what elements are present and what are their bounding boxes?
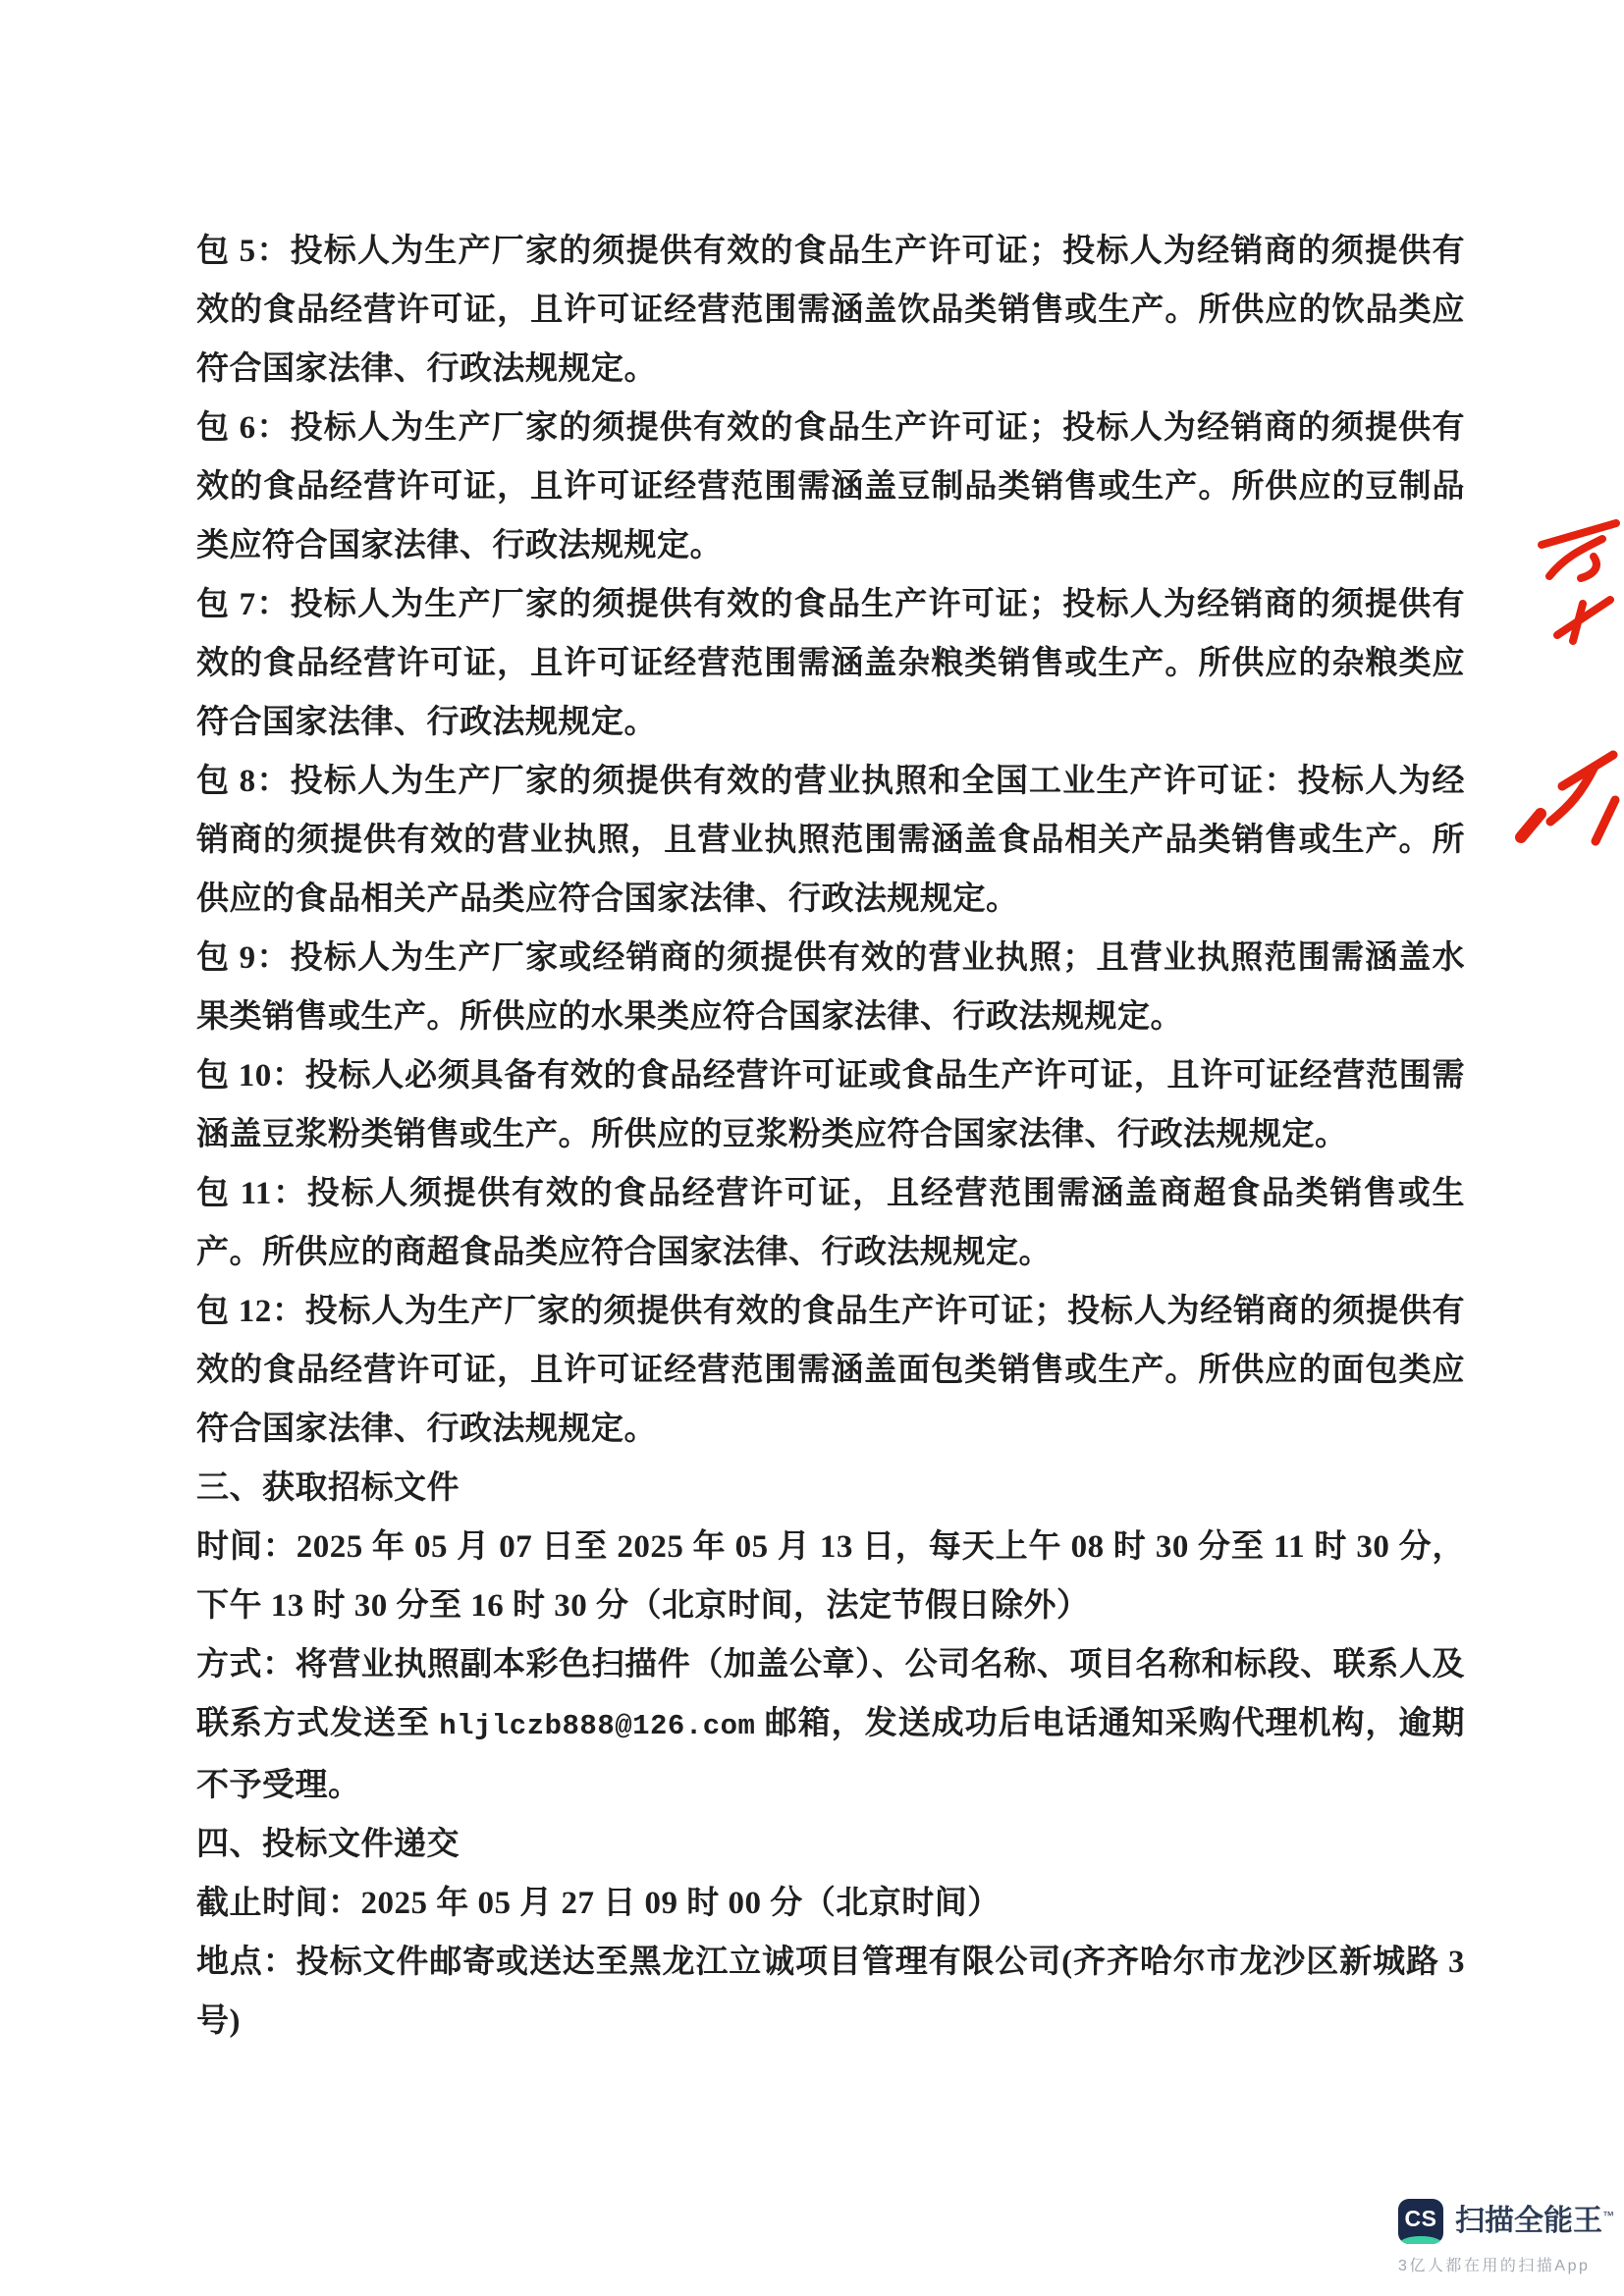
- method-text-after-email: 邮箱，发送成功后电话通知采购代理机构，逾期不予受理。: [196, 1706, 1466, 1803]
- watermark-title: 扫描全能王™: [1455, 2205, 1614, 2237]
- document-body: [196, 222, 1465, 2051]
- watermark-subtitle: 3亿人都在用的扫描App: [1398, 2258, 1591, 2274]
- red-ink-mark-bottom: [1497, 741, 1624, 854]
- clause-package-12: 包 12：投标人为生产厂家的须提供有效的食品生产许可证；投标人为经销商的须提供有效的食品经营许可证，且许可证经营范围需涵盖面包类销售或生产。所供应的面包类应符合国家法律、行政法规规定。: [196, 1294, 1465, 1447]
- section-4-deadline: 截止时间：2025 年 05 月 27 日 09 时 00 分（北京时间）: [196, 1886, 1001, 1921]
- section-3-heading: 三、获取招标文件: [196, 1470, 460, 1506]
- method-text-before-email: 方式：将营业执照副本彩色扫描件（加盖公章）、公司名称、项目名称和标段、联系人及联系方式发送至: [196, 1647, 1465, 1741]
- clause-package-7: 包 7：投标人为生产厂家的须提供有效的食品生产许可证；投标人为经销商的须提供有效的食品经营许可证，且许可证经营范围需涵盖杂粮类销售或生产。所供应的杂粮类应符合国家法律、行政法规规定。: [196, 587, 1465, 740]
- contact-email: hljlczb888@126.com: [439, 1710, 756, 1742]
- trademark-symbol: ™: [1602, 2209, 1614, 2222]
- camscanner-logo-icon: [1398, 2199, 1443, 2244]
- cs-logo-accent-strip: [1398, 2236, 1443, 2244]
- section-3-method: [196, 1635, 1465, 1815]
- section-3-time: 时间：2025 年 05 月 07 日至 2025 年 05 月 13 日，每天上午 08 时 30 分至 11 时 30 分，下午 13 时 30 分至 16 时 30 分（北京时间，法定节假日除外）: [196, 1529, 1465, 1624]
- camscanner-watermark: [1398, 2199, 1616, 2275]
- clause-package-8: 包 8：投标人为生产厂家的须提供有效的营业执照和全国工业生产许可证：投标人为经销商的须提供有效的营业执照，且营业执照范围需涵盖食品相关产品类销售或生产。所供应的食品相关产品类应符合国家法律、行政法规规定。: [196, 764, 1465, 917]
- clause-package-6: 包 6：投标人为生产厂家的须提供有效的食品生产许可证；投标人为经销商的须提供有效的食品经营许可证，且许可证经营范围需涵盖豆制品类销售或生产。所供应的豆制品类应符合国家法律、行政法规规定。: [196, 410, 1465, 563]
- cs-logo-letters: CS: [1404, 2205, 1437, 2231]
- section-4-heading: 四、投标文件递交: [196, 1827, 460, 1862]
- clause-package-10: 包 10：投标人必须具备有效的食品经营许可证或食品生产许可证，且许可证经营范围需涵盖豆浆粉类销售或生产。所供应的豆浆粉类应符合国家法律、行政法规规定。: [196, 1058, 1465, 1152]
- clause-package-9: 包 9：投标人为生产厂家或经销商的须提供有效的营业执照；且营业执照范围需涵盖水果类销售或生产。所供应的水果类应符合国家法律、行政法规规定。: [196, 940, 1465, 1035]
- red-ink-mark-top: [1500, 506, 1624, 653]
- clause-package-11: 包 11：投标人须提供有效的食品经营许可证，且经营范围需涵盖商超食品类销售或生产。所供应的商超食品类应符合国家法律、行政法规规定。: [196, 1176, 1465, 1270]
- section-4-location: 地点：投标文件邮寄或送达至黑龙江立诚项目管理有限公司(齐齐哈尔市龙沙区新城路 3 号): [196, 1945, 1465, 2039]
- clause-package-5: 包 5：投标人为生产厂家的须提供有效的食品生产许可证；投标人为经销商的须提供有效的食品经营许可证，且许可证经营范围需涵盖饮品类销售或生产。所供应的饮品类应符合国家法律、行政法规规定。: [196, 234, 1465, 387]
